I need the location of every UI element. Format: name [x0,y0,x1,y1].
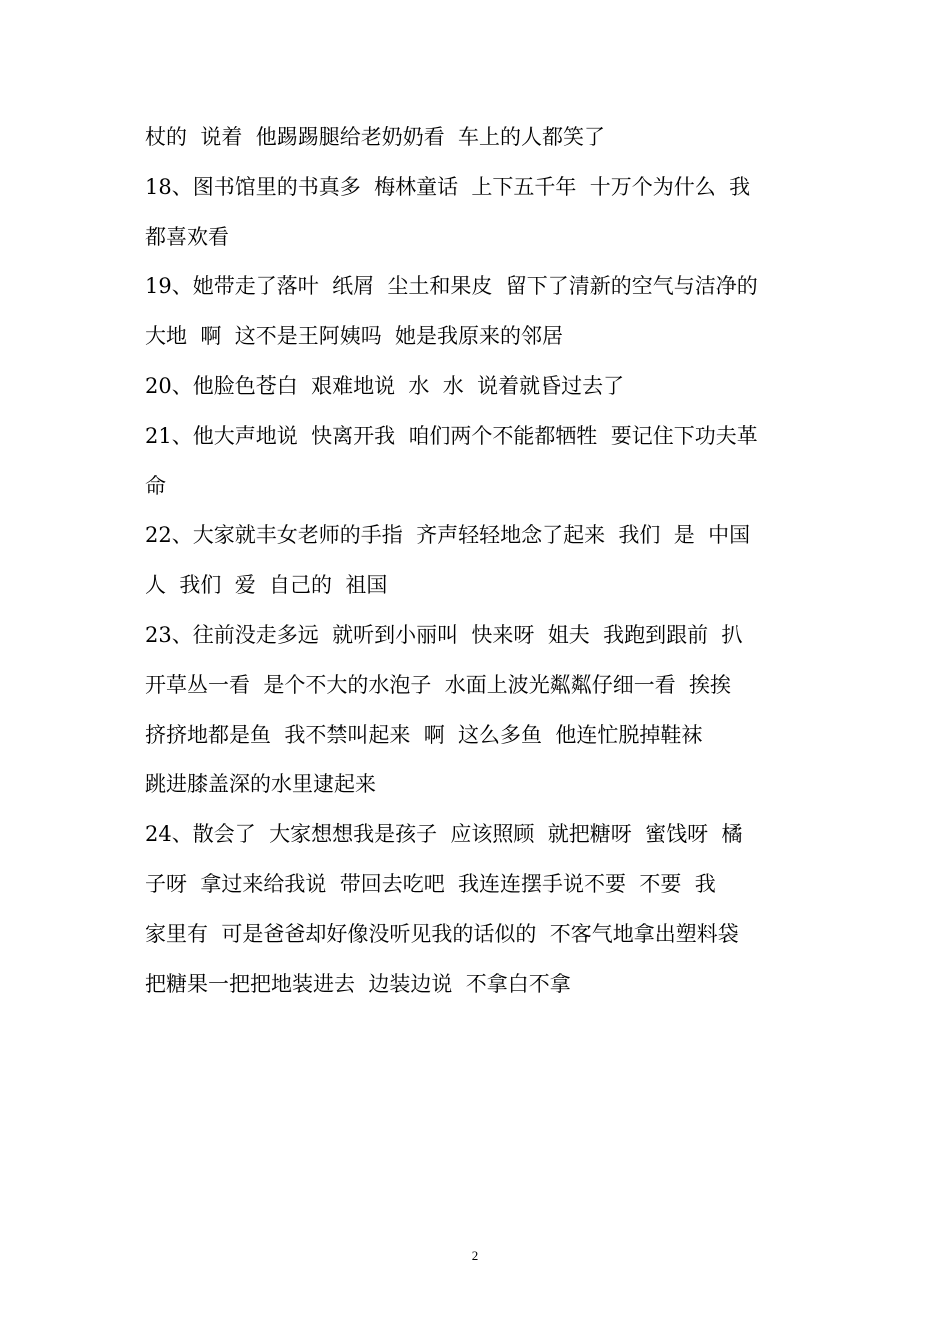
text-line: 跳进膝盖深的水里逮起来 [145,772,376,797]
document-body [145,113,809,1009]
text-line: 家里有 可是爸爸却好像没听见我的话似的 不客气地拿出塑料袋 [145,921,739,946]
text-line: 挤挤地都是鱼 我不禁叫起来 啊 这么多鱼 他连忙脱掉鞋袜 [145,722,703,747]
text-line: 开草丛一看 是个不大的水泡子 水面上波光粼粼仔细一看 挨挨 [145,672,732,697]
text-line: 23、往前没走多远 就听到小丽叫 快来呀 姐夫 我跑到跟前 扒 [145,622,743,647]
text-line: 21、他大声地说 快离开我 咱们两个不能都牺牲 要记住下功夫革 [145,423,758,448]
text-line: 22、大家就丰女老师的手指 齐声轻轻地念了起来 我们 是 中国 [145,523,751,548]
text-line: 子呀 拿过来给我说 带回去吃吧 我连连摆手说不要 不要 我 [145,871,716,896]
text-line: 人 我们 爱 自己的 祖国 [145,573,388,598]
page-number: 2 [471,1248,479,1263]
text-line: 19、她带走了落叶 纸屑 尘土和果皮 留下了清新的空气与洁净的 [145,274,758,299]
text-line: 24、散会了 大家想想我是孩子 应该照顾 就把糖呀 蜜饯呀 橘 [145,822,743,847]
text-line: 命 [145,473,166,498]
text-line: 把糖果一把把地装进去 边装边说 不拿白不拿 [145,971,571,996]
text-line: 都喜欢看 [145,224,229,249]
text-line: 杖的 说着 他踢踢腿给老奶奶看 车上的人都笑了 [145,125,606,149]
text-line: 18、图书馆里的书真多 梅林童话 上下五千年 十万个为什么 我 [145,174,751,199]
text-line: 20、他脸色苍白 艰难地说 水 水 说着就昏过去了 [145,373,625,398]
text-line: 大地 啊 这不是王阿姨吗 她是我原来的邻居 [145,324,564,349]
